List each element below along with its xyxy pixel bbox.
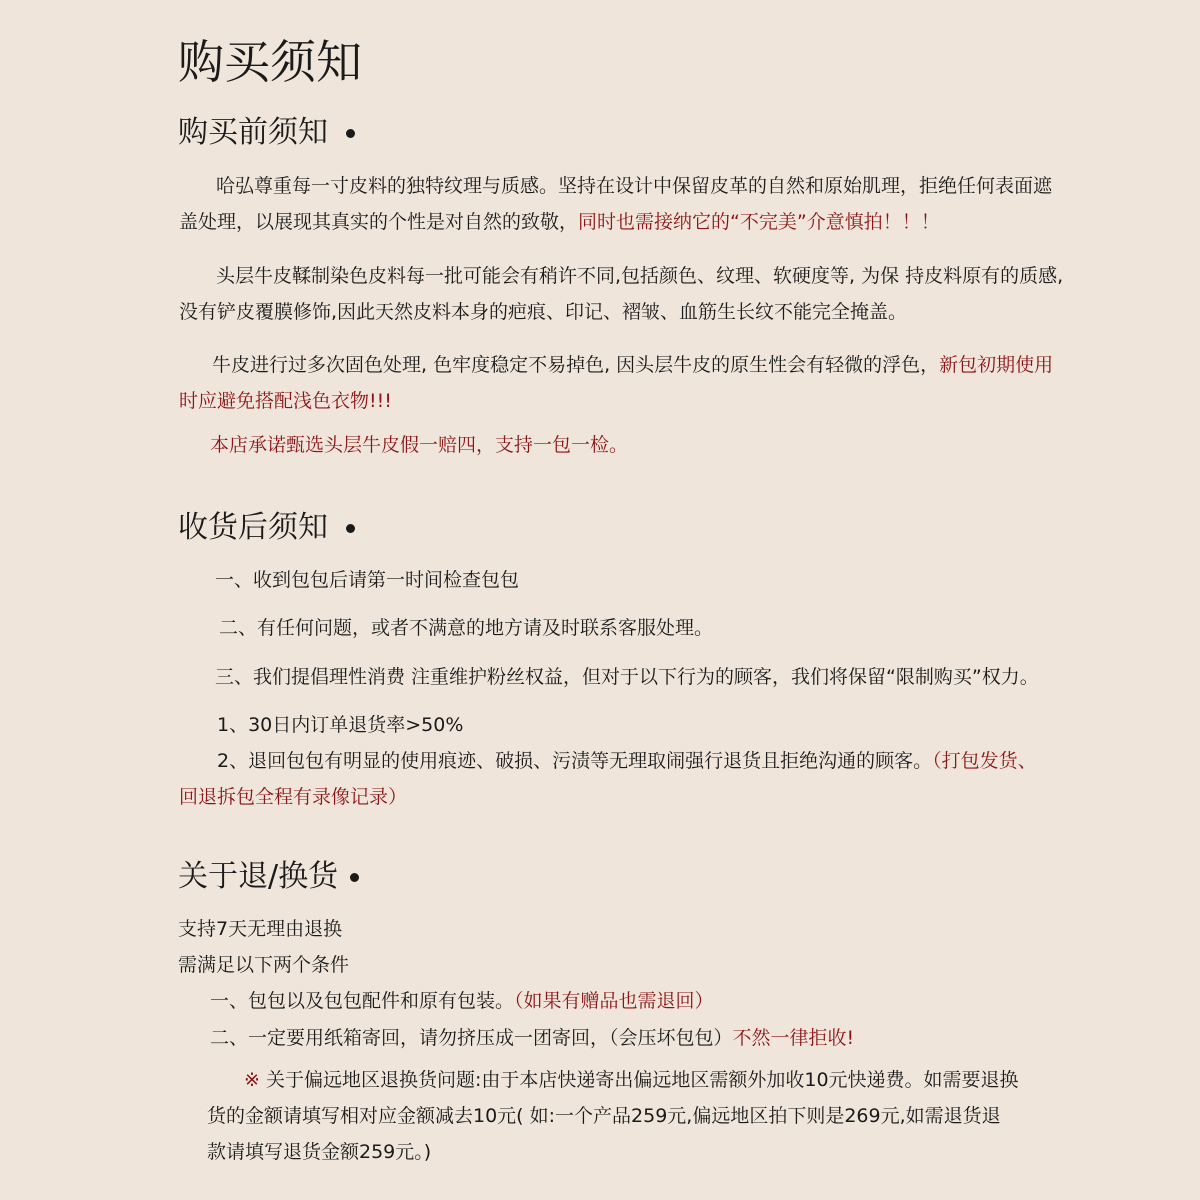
warning-text: （打包发货、 (932, 750, 1037, 772)
warning-text: （如果有赠品也需退回） (514, 990, 714, 1012)
list-item: 二、有任何问题，或者不满意的地方请及时联系客服处理。 (219, 617, 714, 639)
reference-mark-icon: ※ (244, 1069, 260, 1091)
condition-item (210, 989, 714, 1013)
note-line: 货的金额请填写相对应金额减去10元( 如:一个产品259元,偏远地区拍下则是269元,如需退货退 (207, 1105, 1001, 1127)
paragraph-line: 头层牛皮鞣制染色皮料每一批可能会有稍许不同,包括颜色、纹理、软硬度等, 为保 持皮料原有的质感, (216, 265, 1064, 287)
paragraph-line (212, 353, 1053, 377)
sub-item: 1、30日内订单退货率>50% (217, 714, 464, 736)
text: 关于偏远地区退换货问题:由于本店快递寄出偏远地区需额外加收10元快递费。如需要退换 (265, 1069, 1019, 1091)
note-line (244, 1068, 1019, 1092)
bullet-dot-icon (346, 524, 355, 533)
paragraph-line (179, 210, 940, 234)
text: 2、退回包包有明显的使用痕迹、破损、污渍等无理取闹强行退货且拒绝沟通的顾客。 (217, 750, 933, 772)
section-heading-before-purchase (178, 113, 355, 153)
heading-text: 购买前须知 (178, 115, 328, 150)
section-heading-returns (178, 857, 359, 897)
sub-item (217, 749, 1037, 773)
list-item: 一、收到包包后请第一时间检查包包 (215, 569, 520, 591)
promise-line: 本店承诺甄选头层牛皮假一赔四，支持一包一检。 (210, 434, 629, 456)
paragraph-line: 哈弘尊重每一寸皮料的独特纹理与质感。坚持在设计中保留皮革的自然和原始肌理，拒绝任何表面遮 (216, 175, 1053, 197)
heading-text: 关于退/换货 (178, 859, 339, 894)
paragraph-line: 没有铲皮覆膜修饰,因此天然皮料本身的疤痕、印记、褶皱、血筋生长纹不能完全掩盖。 (179, 301, 908, 323)
page-title: 购买须知 (178, 35, 362, 89)
warning-text: 同时也需接纳它的“不完美”介意慎拍！！！ (578, 211, 940, 233)
heading-text: 收货后须知 (178, 510, 328, 545)
warning-text: 不然一律拒收! (732, 1027, 855, 1049)
text: 牛皮进行过多次固色处理, 色牢度稳定不易掉色, 因头层牛皮的原生性会有轻微的浮色， (212, 354, 940, 376)
warning-text: 新包初期使用 (939, 354, 1054, 376)
bullet-dot-icon (346, 129, 355, 138)
text: 一、包包以及包包配件和原有包装。 (210, 990, 515, 1012)
note-line: 款请填写退货金额259元。) (207, 1141, 432, 1163)
condition-item (210, 1026, 854, 1050)
list-item: 三、我们提倡理性消费 注重维护粉丝权益，但对于以下行为的顾客，我们将保留“限制购买”权力。 (215, 666, 1039, 688)
bullet-dot-icon (350, 873, 359, 882)
text-line: 支持7天无理由退换 (178, 918, 343, 940)
section-heading-after-receipt (178, 508, 355, 548)
text-line: 需满足以下两个条件 (178, 954, 350, 976)
warning-line: 时应避免搭配浅色衣物!!! (179, 390, 392, 412)
text: 二、一定要用纸箱寄回，请勿挤压成一团寄回，（会压坏包包） (210, 1027, 733, 1049)
warning-line: 回退拆包全程有录像记录） (179, 786, 408, 808)
text: 盖处理，以展现其真实的个性是对自然的致敬， (179, 211, 579, 233)
